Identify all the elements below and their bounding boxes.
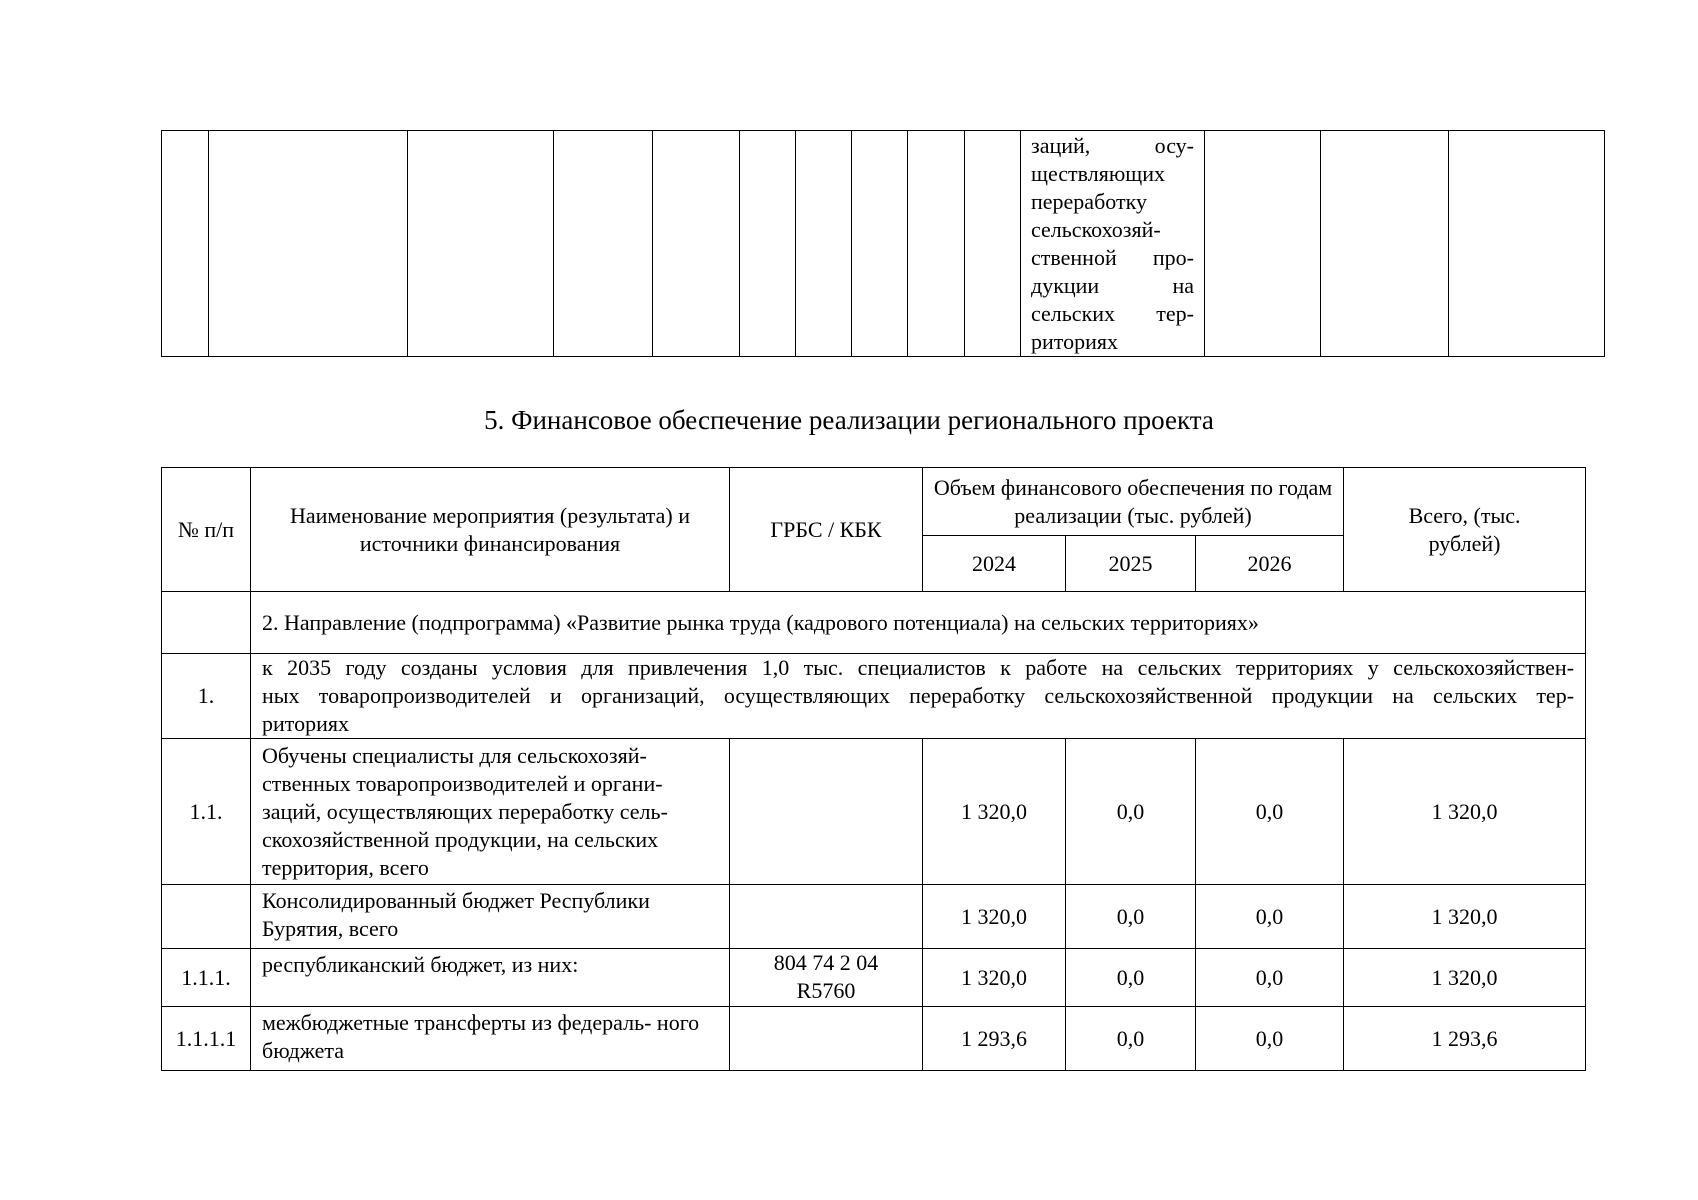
row-total: 1 320,0 [1344, 949, 1586, 1007]
empty-cell [740, 131, 796, 357]
header-year: 2024 [923, 536, 1066, 592]
cont-line: сельских тер- [1031, 301, 1194, 326]
row-2026: 0,0 [1196, 949, 1344, 1007]
empty-cell [1449, 131, 1605, 357]
row-name: межбюджетные трансферты из федераль- ного бюджета [251, 1007, 730, 1071]
row-2025: 0,0 [1066, 885, 1196, 949]
row-total: 1 320,0 [1344, 739, 1586, 885]
direction-text: 2. Направление (подпрограмма) «Развитие рынка труда (кадрового потенциала) на сельских территориях» [251, 592, 1586, 654]
continuation-text-cell [1021, 131, 1205, 357]
row-kbk: 804 74 2 04 R5760 [730, 949, 923, 1007]
task-line: риториях [262, 711, 349, 736]
row-2026: 0,0 [1196, 739, 1344, 885]
row-num: 1.1.1. [162, 949, 251, 1007]
empty-cell [965, 131, 1021, 357]
task-num: 1. [162, 654, 251, 739]
cont-line: риториях [1031, 329, 1118, 354]
header-year: 2026 [1196, 536, 1344, 592]
task-row [162, 654, 1586, 739]
row-2026: 0,0 [1196, 885, 1344, 949]
row-2025: 0,0 [1066, 1007, 1196, 1071]
row-name: Консолидированный бюджет Республики Бурятия, всего [251, 885, 730, 949]
empty-cell [1205, 131, 1321, 357]
financing-table [161, 467, 1586, 1071]
continuation-row [162, 131, 1605, 357]
cont-line: ственной про- [1031, 245, 1194, 270]
cont-line: заций, осу- [1031, 133, 1194, 158]
table-row [162, 885, 1586, 949]
empty-cell [796, 131, 852, 357]
row-name: республиканский бюджет, из них: [251, 949, 730, 1007]
empty-cell [209, 131, 408, 357]
empty-cell [653, 131, 740, 357]
header-row [162, 468, 1586, 536]
row-2025: 0,0 [1066, 949, 1196, 1007]
row-total: 1 320,0 [1344, 885, 1586, 949]
empty-cell [408, 131, 554, 357]
section-title: 5. Финансовое обеспечение реализации регионального проекта [484, 405, 1214, 435]
task-line: ных товаропроизводителей и организаций, осуществляющих переработку сельскохозяйственной продукции на сельских тер- [262, 683, 1575, 708]
row-2024: 1 320,0 [923, 739, 1066, 885]
empty-cell [554, 131, 653, 357]
header-name: Наименование мероприятия (результата) и источники финансирования [251, 468, 730, 592]
row-kbk [730, 885, 923, 949]
row-kbk [730, 1007, 923, 1071]
cont-line: сельскохозяй- [1031, 217, 1161, 242]
empty-cell [852, 131, 908, 357]
header-total: Всего, (тыс. рублей) [1344, 468, 1586, 592]
task-line: к 2035 году созданы условия для привлечения 1,0 тыс. специалистов к работе на сельских территориях у сельскохозяйствен- [262, 655, 1575, 680]
row-2024: 1 320,0 [923, 885, 1066, 949]
row-num [162, 885, 251, 949]
row-total: 1 293,6 [1344, 1007, 1586, 1071]
direction-row [162, 592, 1586, 654]
table-row [162, 739, 1586, 885]
row-2026: 0,0 [1196, 1007, 1344, 1071]
empty-cell [908, 131, 965, 357]
header-volume: Объем финансового обеспечения по годам реализации (тыс. рублей) [923, 468, 1344, 536]
cont-line: дукции на [1031, 273, 1194, 298]
empty-cell [162, 131, 209, 357]
row-num: 1.1. [162, 739, 251, 885]
row-2024: 1 293,6 [923, 1007, 1066, 1071]
header-num: № п/п [162, 468, 251, 592]
row-2025: 0,0 [1066, 739, 1196, 885]
task-text-cell [251, 654, 1586, 739]
continuation-table [161, 130, 1605, 357]
table-row [162, 1007, 1586, 1071]
header-year: 2025 [1066, 536, 1196, 592]
empty-cell [162, 592, 251, 654]
row-kbk [730, 739, 923, 885]
table-row [162, 949, 1586, 1007]
cont-line: переработку [1031, 189, 1147, 214]
row-num: 1.1.1.1 [162, 1007, 251, 1071]
row-2024: 1 320,0 [923, 949, 1066, 1007]
row-name: Обучены специалисты для сельскохозяй- ственных товаропроизводителей и органи- заций, осуществляющих переработку сель- скохозяйственной продукции, на сельских территория, всего [251, 739, 730, 885]
empty-cell [1321, 131, 1449, 357]
cont-line: ществляющих [1031, 161, 1165, 186]
header-grbs: ГРБС / КБК [730, 468, 923, 592]
